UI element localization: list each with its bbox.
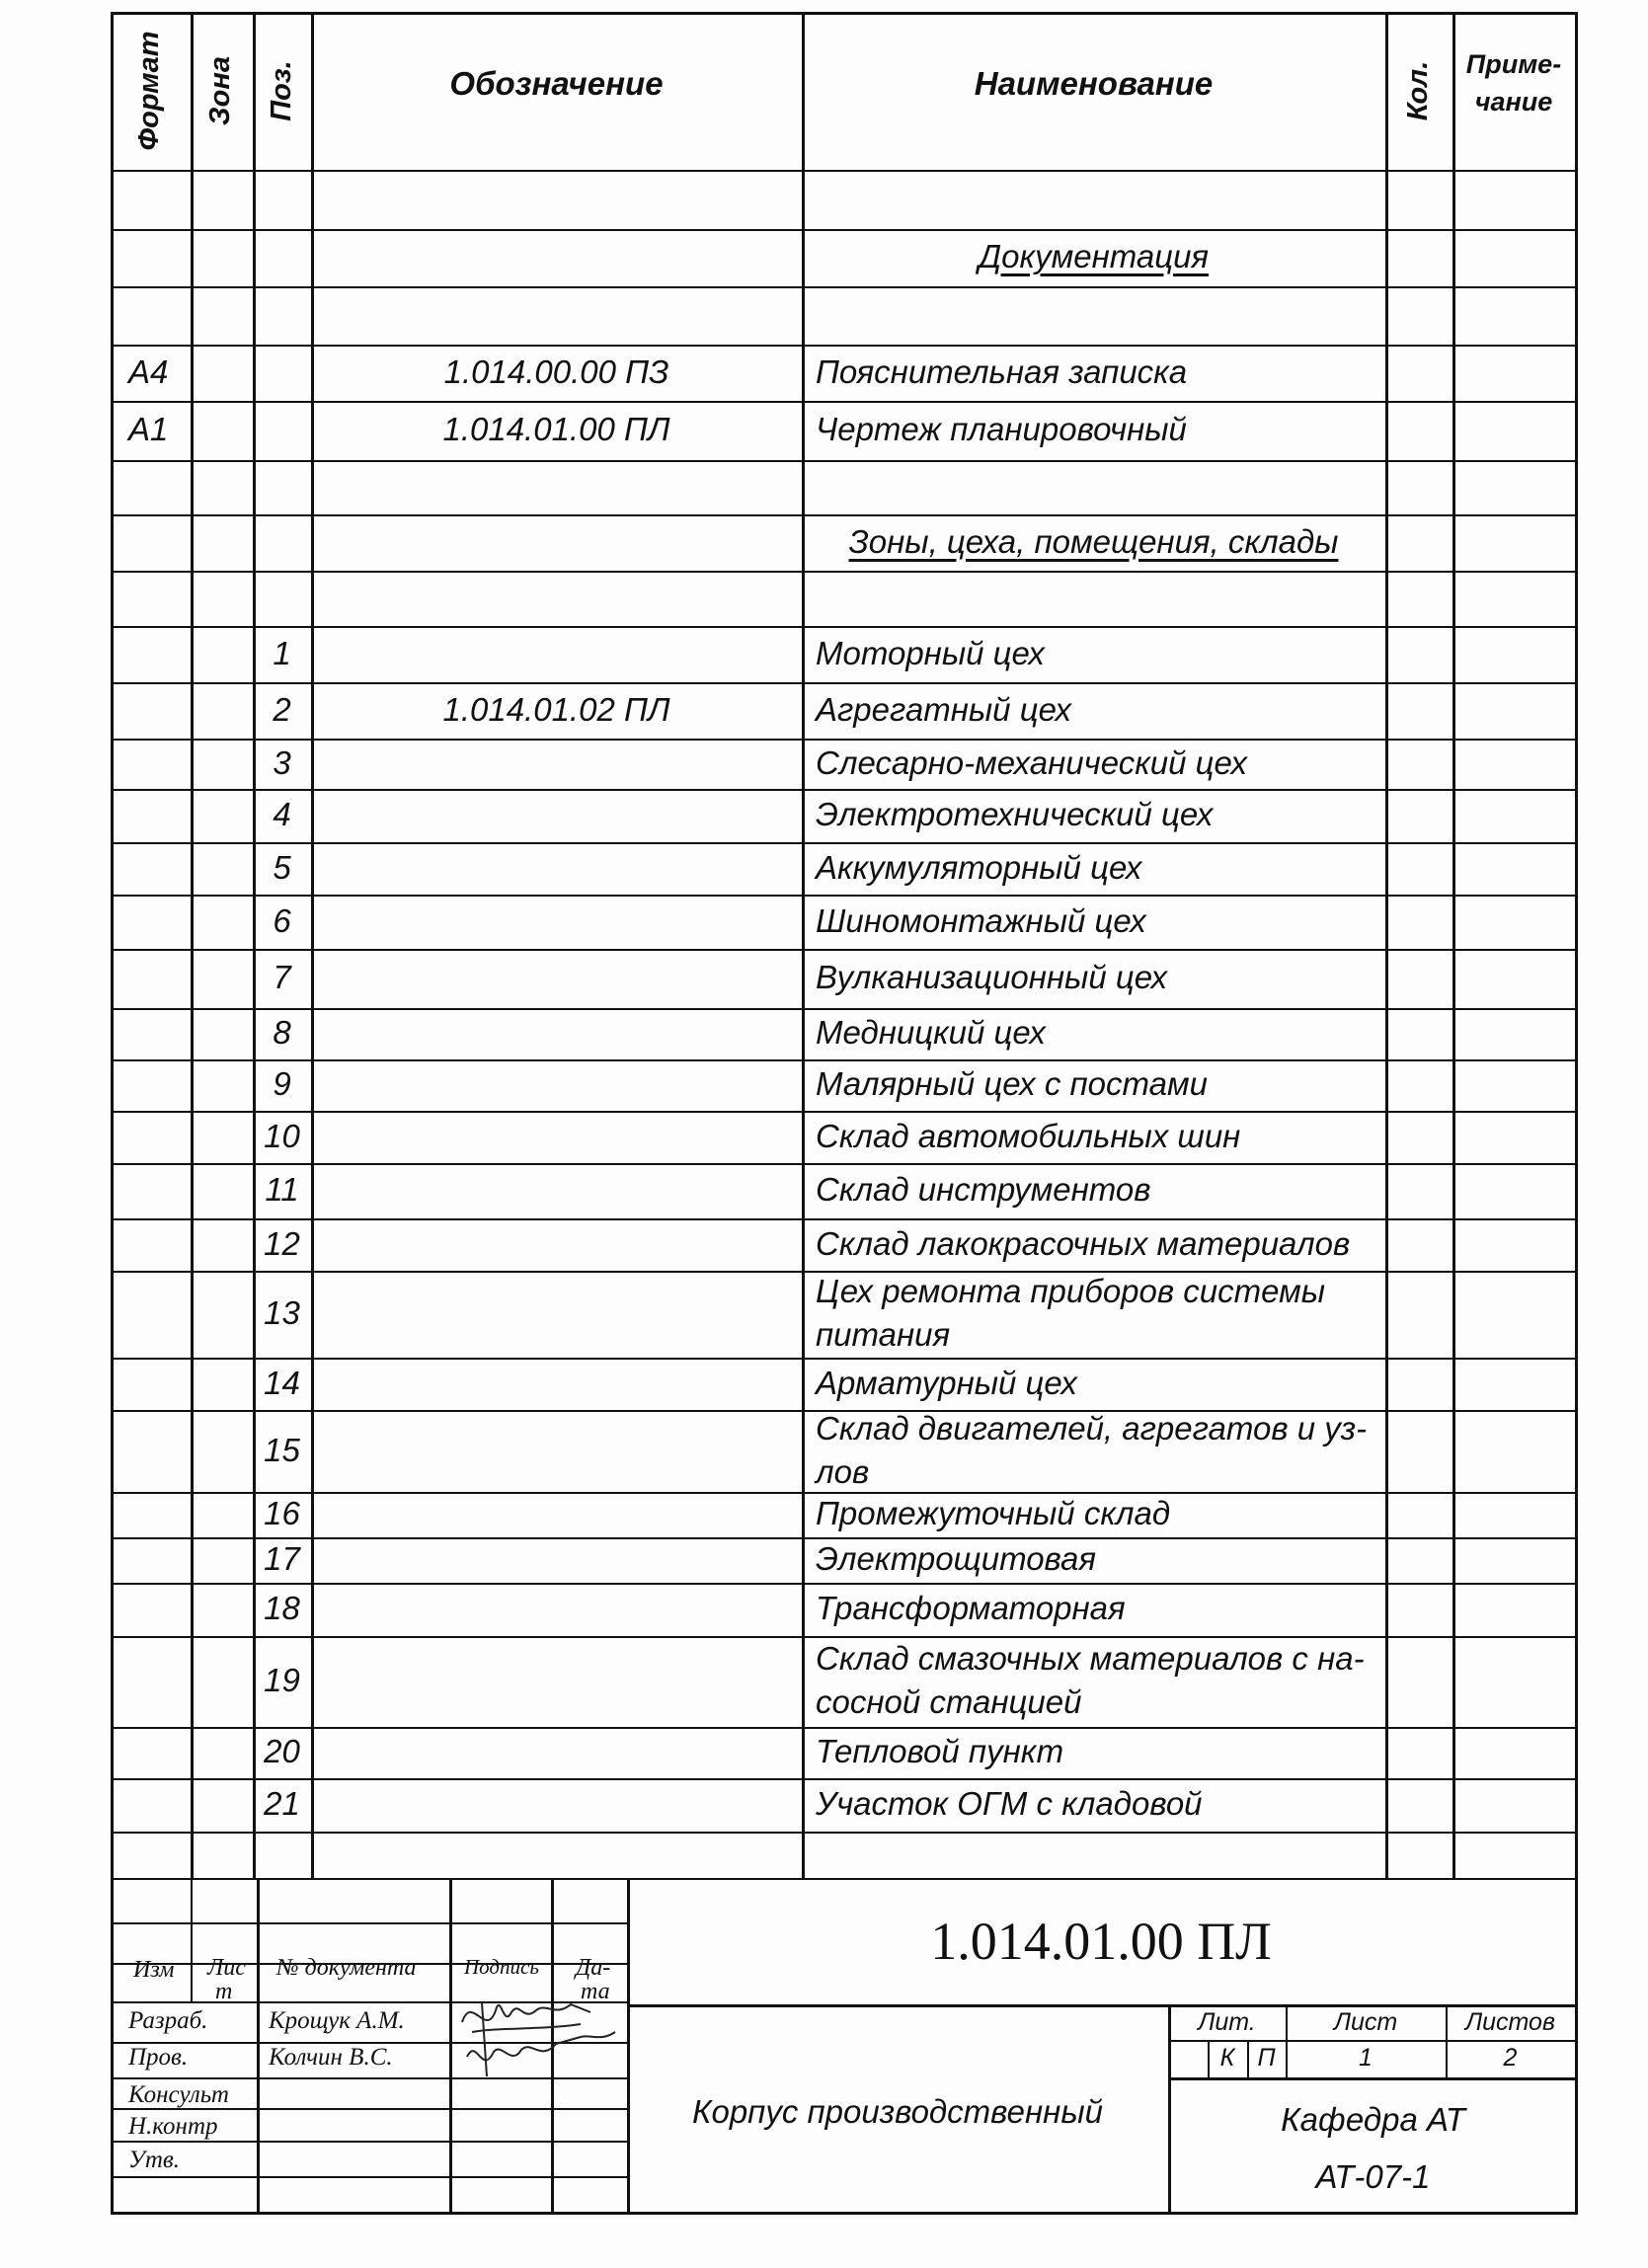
row-pos: 21 <box>264 1785 300 1822</box>
row-name: Склад двигателей, агрегатов и уз- <box>816 1409 1368 1447</box>
stamp-col-date-b: та <box>581 1979 610 2004</box>
row-pos: 5 <box>273 848 291 886</box>
column-divider <box>311 12 314 1878</box>
row-pos: 7 <box>273 959 291 995</box>
row-name: Электрощитовая <box>816 1540 1097 1577</box>
row-pos: 20 <box>264 1733 300 1769</box>
row-line <box>111 1358 1575 1360</box>
stamp-col-date: Да- <box>576 1955 611 1981</box>
header-name: Наименование <box>974 65 1214 102</box>
stamp-person: Крощук А.М. <box>269 2007 405 2034</box>
stamp-group: АТ-07-1 <box>1315 2158 1431 2195</box>
header-note-2: чание <box>1474 87 1553 117</box>
row-line <box>111 1832 1575 1834</box>
header-format: Формат <box>133 31 165 151</box>
row-line <box>111 1727 1575 1729</box>
stamp-col-izm: Изм <box>133 1957 175 1983</box>
row-pos: 12 <box>264 1224 300 1262</box>
row-name: Агрегатный цех <box>816 690 1071 728</box>
row-pos: 6 <box>273 901 291 939</box>
row-name: Склад инструментов <box>816 1171 1151 1208</box>
header-pos: Поз. <box>266 60 297 121</box>
row-pos: 1 <box>273 634 291 671</box>
row-line <box>111 401 1575 403</box>
row-pos: 9 <box>273 1065 291 1102</box>
frame-right <box>1575 12 1578 2212</box>
row-pos: 4 <box>273 796 291 832</box>
row-line <box>111 170 1575 172</box>
stamp-person: Колчин В.С. <box>269 2044 393 2071</box>
row-pos: 15 <box>264 1431 300 1468</box>
row-name: Промежуточный склад <box>816 1495 1171 1531</box>
row-line <box>111 1008 1575 1010</box>
row-line <box>111 571 1575 573</box>
row-pos: 2 <box>273 690 291 728</box>
row-line <box>111 1778 1575 1780</box>
stamp-row-line <box>1168 2040 1575 2042</box>
row-line <box>111 345 1575 347</box>
row-line <box>111 789 1575 791</box>
row-pos: 10 <box>264 1117 300 1154</box>
row-name: Склад лакокрасочных материалов <box>816 1224 1351 1262</box>
stamp-doc-code: 1.014.01.00 ПЛ <box>930 1912 1272 1971</box>
stamp-col-sign: Подпись <box>464 1955 539 1979</box>
row-pos: 13 <box>264 1294 300 1331</box>
row-name: Цех ремонта приборов системы <box>816 1273 1326 1309</box>
row-line <box>111 1163 1575 1165</box>
frame-bottom <box>111 2212 1578 2215</box>
row-pos: 18 <box>264 1590 300 1626</box>
row-line <box>111 1492 1575 1494</box>
stamp-title: Корпус производственный <box>692 2093 1103 2130</box>
row-line <box>111 1636 1575 1638</box>
row-name: Аккумуляторный цех <box>816 848 1142 886</box>
row-line <box>111 460 1575 462</box>
row-format: А1 <box>128 411 169 447</box>
stamp-sheet-label: Лист <box>1333 2008 1398 2036</box>
row-name: Моторный цех <box>816 634 1045 671</box>
header-qty: Кол. <box>1402 60 1434 121</box>
column-divider <box>1385 12 1388 1878</box>
row-name: Трансформаторная <box>816 1590 1126 1626</box>
stamp-role: Н.контр <box>128 2113 218 2140</box>
stamp-row-line <box>1168 2077 1575 2080</box>
row-line <box>111 1218 1575 1220</box>
row-name: Чертеж планировочный <box>816 411 1187 447</box>
row-line <box>111 626 1575 628</box>
row-name-continued: сосной станцией <box>816 1683 1082 1720</box>
row-name: Арматурный цех <box>816 1364 1077 1401</box>
stamp-role: Утв. <box>128 2147 180 2173</box>
row-name-continued: лов <box>816 1452 870 1490</box>
row-designation: 1.014.01.00 ПЛ <box>442 411 670 447</box>
row-section-heading: Документация <box>978 238 1210 274</box>
stamp-divider <box>191 1878 193 2001</box>
stamp-col-doc: № документа <box>276 1955 417 1981</box>
row-pos: 16 <box>264 1495 300 1531</box>
row-designation: 1.014.00.00 ПЗ <box>443 352 669 390</box>
column-divider <box>1452 12 1455 1878</box>
row-pos: 3 <box>273 743 291 781</box>
row-format: А4 <box>128 352 169 390</box>
row-name: Малярный цех с постами <box>816 1065 1208 1102</box>
stamp-org: Кафедра АТ <box>1281 2101 1465 2138</box>
row-pos: 17 <box>264 1540 300 1577</box>
stamp-col-list-b: т <box>215 1979 233 2004</box>
stamp-code-bottom <box>627 2004 1575 2007</box>
row-name: Склад смазочных материалов с на- <box>816 1640 1365 1677</box>
row-name: Склад автомобильных шин <box>816 1117 1241 1154</box>
row-name: Шиномонтажный цех <box>816 901 1146 939</box>
stamp-lit-1: К <box>1219 2044 1235 2072</box>
stamp-col-list: Лис <box>207 1955 246 1981</box>
row-line <box>111 514 1575 516</box>
row-line <box>111 229 1575 231</box>
row-line <box>111 949 1575 951</box>
row-pos: 19 <box>264 1662 300 1698</box>
row-pos: 14 <box>264 1364 300 1401</box>
column-divider <box>802 12 805 1878</box>
header-note-1: Приме- <box>1465 49 1562 79</box>
row-line <box>111 682 1575 684</box>
row-line <box>111 286 1575 288</box>
row-name: Медницкий цех <box>816 1014 1046 1051</box>
row-name: Электротехнический цех <box>816 796 1214 832</box>
column-divider <box>191 12 194 1878</box>
row-name: Участок ОГМ с кладовой <box>816 1785 1203 1822</box>
row-line <box>111 842 1575 844</box>
row-line <box>111 895 1575 897</box>
row-line <box>111 1111 1575 1113</box>
stamp-lit-label: Лит. <box>1198 2008 1256 2036</box>
stamp-row-line <box>111 2176 627 2178</box>
row-designation: 1.014.01.02 ПЛ <box>442 690 670 728</box>
stamp-row-line <box>111 2141 627 2143</box>
stamp-sheet: 1 <box>1359 2044 1373 2072</box>
stamp-sheets: 2 <box>1503 2044 1518 2072</box>
row-line <box>111 1583 1575 1585</box>
row-name: Тепловой пункт <box>816 1733 1064 1769</box>
signature-scribbles <box>442 1983 640 2091</box>
row-pos: 11 <box>265 1171 299 1208</box>
header-zone: Зона <box>204 56 236 125</box>
frame-top <box>111 12 1575 15</box>
stamp-role: Пров. <box>128 2044 189 2071</box>
header-designation: Обозначение <box>449 65 664 102</box>
row-line <box>111 739 1575 741</box>
stamp-row-line <box>111 1922 627 1924</box>
stamp-lit-2: П <box>1257 2044 1276 2072</box>
row-name: Пояснительная записка <box>816 352 1188 390</box>
stamp-role: Консульт <box>128 2081 229 2108</box>
row-section-heading: Зоны, цеха, помещения, склады <box>848 522 1339 560</box>
row-name: Вулканизационный цех <box>816 959 1168 995</box>
row-pos: 8 <box>273 1014 291 1051</box>
row-line <box>111 1537 1575 1539</box>
row-name-continued: питания <box>816 1316 951 1353</box>
stamp-role: Разраб. <box>128 2007 208 2034</box>
stamp-sheets-label: Листов <box>1464 2008 1556 2036</box>
row-name: Слесарно-механический цех <box>816 743 1247 781</box>
row-line <box>111 1878 1575 1880</box>
row-line <box>111 1059 1575 1061</box>
stamp-divider <box>257 1878 260 2212</box>
